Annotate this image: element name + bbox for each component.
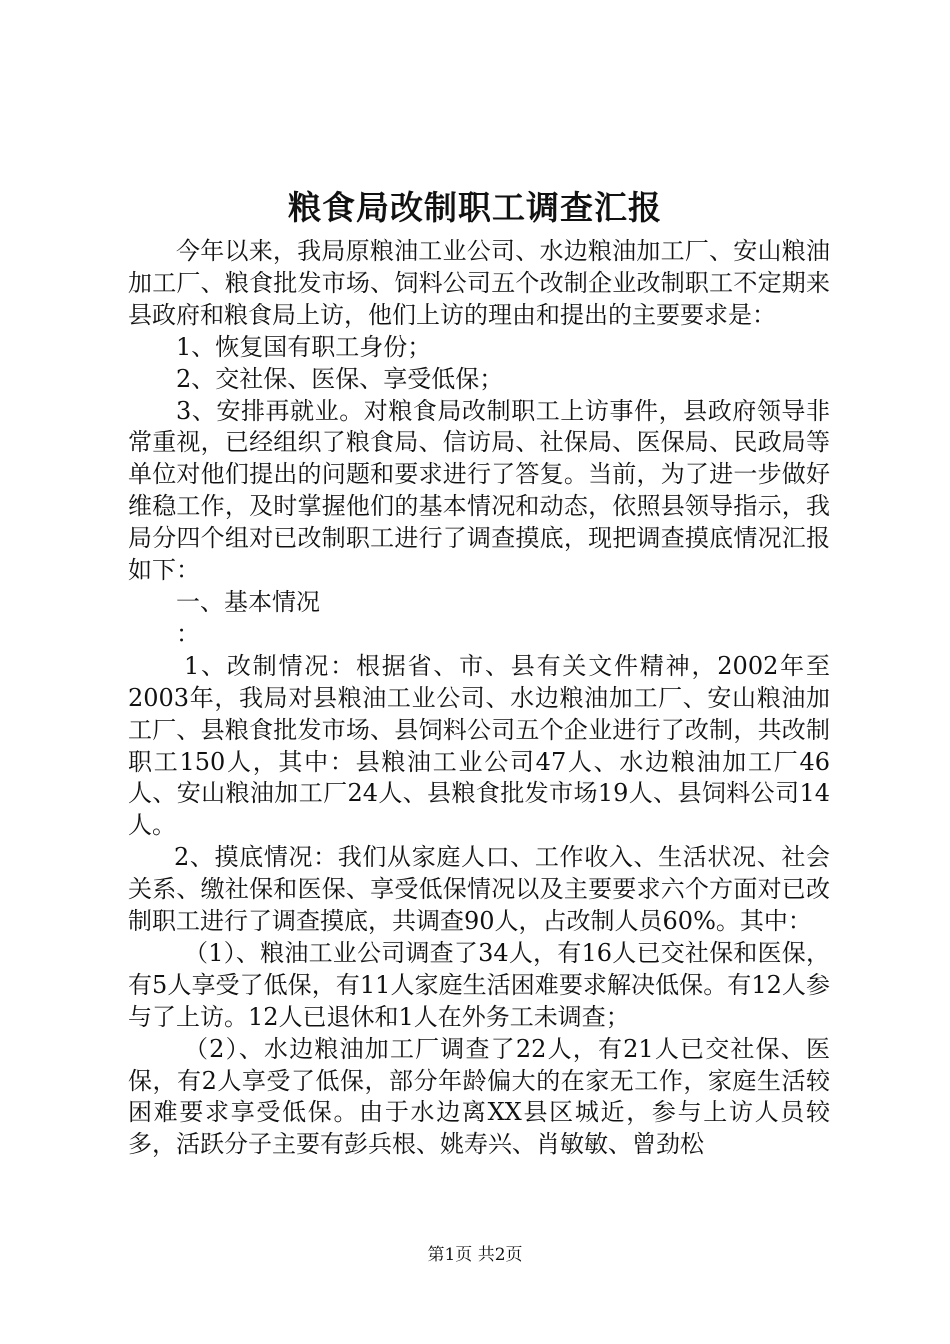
document-body	[128, 236, 830, 1161]
paragraph-demand-3: 3、安排再就业。对粮食局改制职工上访事件，县政府领导非常重视，已经组织了粮食局、信访局、社保局、医保局、民政局等单位对他们提出的问题和要求进行了答复。当前，为了进一步做好维稳工作，及时掌握他们的基本情况和动态，依照县领导指示，我局分四个组对已改制职工进行了调查摸底，现把调查摸底情况汇报如下：	[128, 396, 830, 585]
paragraph-item-2: （2）、水边粮油加工厂调查了22人，有21人已交社保、医保，有2人享受了低保，部分年龄偏大的在家无工作，家庭生活较困难要求享受低保。由于水边离XX县区城近，参与上访人员较多，活跃分子主要有彭兵根、姚寿兴、肖敏敏、曾劲松	[128, 1034, 830, 1159]
page-footer: 第1页 共2页	[427, 1245, 523, 1265]
paragraph-intro: 今年以来，我局原粮油工业公司、水边粮油加工厂、安山粮油加工厂、粮食批发市场、饲料公司五个改制企业改制职工不定期来县政府和粮食局上访，他们上访的理由和提出的主要要求是：	[128, 237, 830, 329]
section-heading-basic-situation: 一、基本情况	[176, 587, 320, 616]
paragraph-restructuring: 1、改制情况：根据省、市、县有关文件精神，2002年至2003年，我局对县粮油工业公司、水边粮油加工厂、安山粮油加工厂、县粮食批发市场、县饲料公司五个企业进行了改制，共改制职工150人，其中：县粮油工业公司47人、水边粮油加工厂46人、安山粮油加工厂24人、县粮食批发市场19人、县饲料公司14人。	[128, 651, 830, 840]
paragraph-colon: ：	[176, 619, 200, 648]
paragraph-item-1: （1）、粮油工业公司调查了34人，有16人已交社保和医保，有5人享受了低保，有11人家庭生活困难要求解决低保。有12人参与了上访。12人已退休和1人在外务工未调查；	[128, 938, 830, 1031]
document-title: 粮食局改制职工调查汇报	[288, 188, 662, 227]
paragraph-survey: 2、摸底情况：我们从家庭人口、工作收入、生活状况、社会关系、缴社保和医保、享受低保情况以及主要要求六个方面对已改制职工进行了调查摸底，共调查90人，占改制人员60%。其中：	[128, 843, 830, 936]
paragraph-demand-1: 1、恢复国有职工身份；	[176, 332, 432, 361]
paragraph-demand-2: 2、交社保、医保、享受低保；	[176, 364, 504, 393]
